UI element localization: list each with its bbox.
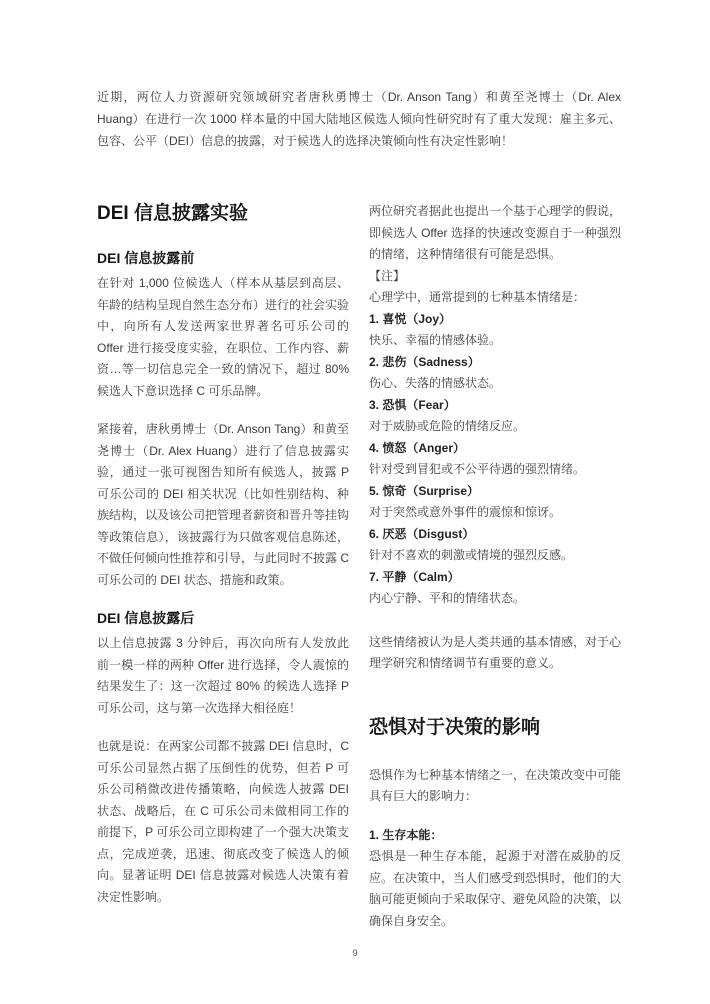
emotion-desc: 针对不喜欢的刺激或情境的强烈反感。 [369, 548, 574, 562]
emotion-desc: 快乐、幸福的情感体验。 [369, 333, 502, 347]
emotion-list [369, 309, 621, 610]
emotion-desc: 内心宁静、平和的情绪状态。 [369, 591, 526, 605]
fear-point-desc: 恐惧是一种生存本能，起源于对潜在威胁的反应。在决策中，当人们感受到恐惧时，他们的大脑可能更倾向于采取保守、避免风险的决策，以确保自身安全。 [369, 849, 622, 928]
right-column [369, 201, 621, 932]
two-column-layout [97, 201, 621, 932]
paragraph-after-disclosure-1: 以上信息披露 3 分钟后，再次向所有人发放此前一模一样的两种 Offer 进行选择，令人震惊的结果发生了：这一次超过 80% 的候选人选择 P 可乐公司，这与第一次选择大相径庭！ [97, 636, 349, 715]
emotion-title: 4. 愤怒（Anger） [369, 440, 466, 455]
paragraph-before-disclosure-1: 在针对 1,000 位候选人（样本从基层到高层、年龄的结构呈现自然生态分布）进行的社会实验中，向所有人发送两家世界著名可乐公司的 Offer 进行接受度实验，在职位、工作内容、薪资…等一切信息完全一致的情况下，超过 80% 候选人下意识选择 C 可乐品牌。 [97, 276, 350, 398]
emotion-item [369, 309, 621, 352]
paragraph-hypothesis: 两位研究者据此也提出一个基于心理学的假说，即候选人 Offer 选择的快速改变源自于一种强烈的情绪，这种情绪很有可能是恐惧。 [369, 204, 622, 261]
paragraph-after-disclosure-2: 也就是说：在两家公司都不披露 DEI 信息时，C 可乐公司显然占据了压倒性的优势，但若 P 可乐公司稍微改进传播策略，向候选人披露 DEI 状态、战略后，在 C 可乐公司未做相同工作的前提下，P 可乐公司立即构建了一个强大决策支点，完成逆袭，迅速、彻底改变了候选人的倾向。显著证明 DEI 信息披露对候选人决策有着决定性影响。 [97, 739, 349, 904]
paragraph-emotions-outro: 这些情绪被认为是人类共通的基本情感，对于心理学研究和情绪调节有重要的意义。 [369, 634, 622, 670]
section-title-dei-disclosure-experiment: DEI 信息披露实验 [97, 203, 248, 224]
emotion-title: 5. 惊奇（Surprise） [369, 483, 480, 498]
emotion-item [369, 352, 621, 395]
emotion-title: 3. 恐惧（Fear） [369, 397, 456, 412]
emotion-item [369, 567, 621, 610]
emotion-desc: 对于威胁或危险的情绪反应。 [369, 419, 526, 433]
emotion-desc: 对于突然或意外事件的震惊和惊讶。 [369, 505, 562, 519]
emotion-title: 6. 厌恶（Disgust） [369, 526, 475, 541]
emotion-title: 7. 平静（Calm） [369, 569, 460, 584]
emotion-item [369, 524, 621, 567]
emotion-title: 1. 喜悦（Joy） [369, 311, 452, 326]
emotion-item [369, 481, 621, 524]
paragraph-fear-intro: 恐惧作为七种基本情绪之一，在决策改变中可能具有巨大的影响力： [369, 767, 622, 803]
fear-point-title: 1. 生存本能： [369, 827, 443, 842]
emotion-title: 2. 悲伤（Sadness） [369, 354, 480, 369]
emotion-item [369, 395, 621, 438]
emotion-item [369, 438, 621, 481]
page-content [97, 86, 621, 932]
intro-paragraph: 近期，两位人力资源研究领域研究者唐秋勇博士（Dr. Anson Tang）和黄至尧博士（Dr. Alex Huang）在进行一次 1000 样本量的中国大陆地区候选人倾向性研究时有了重大发现：雇主多元、包容、公平（DEI）信息的披露，对于候选人的选择决策倾向性有决定性影响！ [97, 90, 621, 148]
page-number: 9 [352, 948, 358, 959]
emotion-desc: 针对受到冒犯或不公平待遇的强烈情绪。 [369, 462, 586, 476]
section-title-fear-impact: 恐惧对于决策的影响 [369, 716, 541, 738]
emotion-desc: 伤心、失落的情感状态。 [369, 376, 502, 390]
note-intro: 心理学中，通常提到的七种基本情绪是： [369, 290, 586, 304]
note-label: 【注】 [369, 268, 406, 283]
left-column [97, 201, 349, 932]
paragraph-before-disclosure-2: 紧接着，唐秋勇博士（Dr. Anson Tang）和黄至尧博士（Dr. Alex Huang）进行了信息披露实验，通过一张可视图告知所有候选人，披露 P 可乐公司的 DEI 相关状况（比如性别结构、种族结构，以及该公司把管理者薪资和晋升等挂钩等政策信息），该披露行为只做客观信息陈述，不做任何倾向性推荐和引导，与此同时不披露 C 可乐公司的 DEI 状态、措施和政策。 [97, 422, 350, 587]
subsection-title-after-disclosure: DEI 信息披露后 [97, 610, 195, 626]
subsection-title-before-disclosure: DEI 信息披露前 [97, 250, 195, 266]
